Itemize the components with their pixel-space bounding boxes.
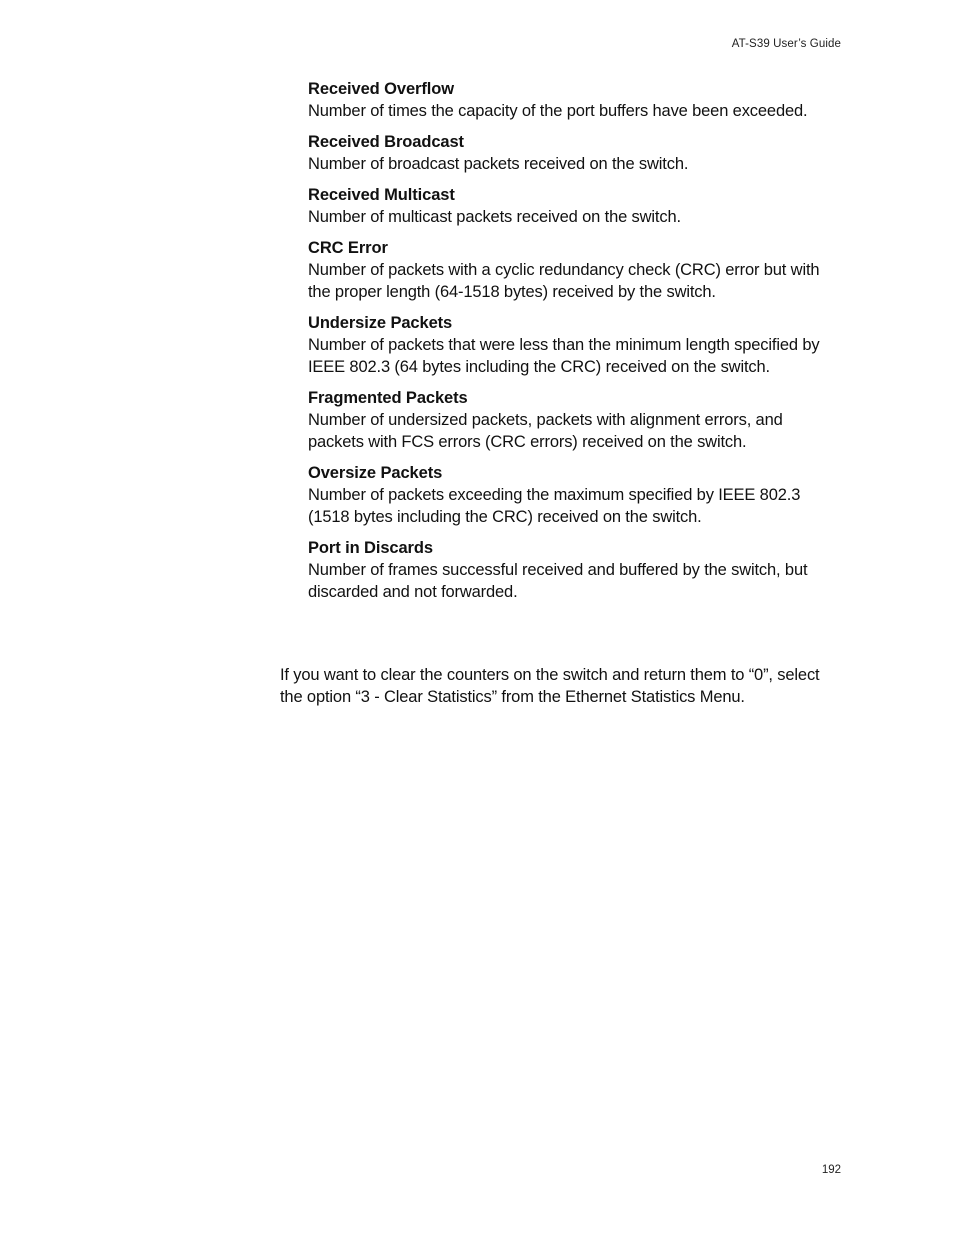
definition-description: Number of packets with a cyclic redundancy check (CRC) error but with the proper length (64-1518 bytes) received by the switch. (308, 261, 820, 301)
definition-oversize-packets (308, 462, 828, 528)
definition-description: Number of multicast packets received on the switch. (308, 208, 681, 226)
page-number: 192 (821, 1164, 841, 1176)
definition-port-in-discards (308, 537, 828, 603)
definition-description: Number of times the capacity of the port buffers have been exceeded. (308, 102, 808, 120)
definition-term: Received Overflow (308, 80, 454, 98)
definition-description: Number of broadcast packets received on the switch. (308, 155, 689, 173)
definition-list (308, 78, 828, 612)
definition-undersize-packets (308, 312, 828, 378)
definition-term: Undersize Packets (308, 314, 453, 332)
definition-term: Received Multicast (308, 186, 455, 204)
definition-description: Number of frames successful received and buffered by the switch, but discarded and not forwarded. (308, 561, 808, 601)
definition-description: Number of undersized packets, packets with alignment errors, and packets with FCS errors (CRC errors) received on the switch. (308, 411, 783, 451)
definition-crc-error (308, 237, 828, 303)
definition-term: CRC Error (308, 239, 388, 257)
definition-received-multicast (308, 184, 828, 228)
definition-received-overflow (308, 78, 828, 122)
definition-description: Number of packets exceeding the maximum specified by IEEE 802.3 (1518 bytes including the CRC) received on the switch. (308, 486, 801, 526)
definition-description: Number of packets that were less than the minimum length specified by IEEE 802.3 (64 bytes including the CRC) received on the switch. (308, 336, 820, 376)
definition-received-broadcast (308, 131, 828, 175)
running-header: AT-S39 User’s Guide (731, 38, 841, 50)
definition-term: Port in Discards (308, 539, 433, 557)
definition-term: Oversize Packets (308, 464, 443, 482)
definition-fragmented-packets (308, 387, 828, 453)
clear-statistics-paragraph: If you want to clear the counters on the switch and return them to “0”, select the option “3 - Clear Statistics” from the Ethernet Statistics Menu. (280, 666, 820, 706)
definition-term: Received Broadcast (308, 133, 464, 151)
definition-term: Fragmented Packets (308, 389, 468, 407)
